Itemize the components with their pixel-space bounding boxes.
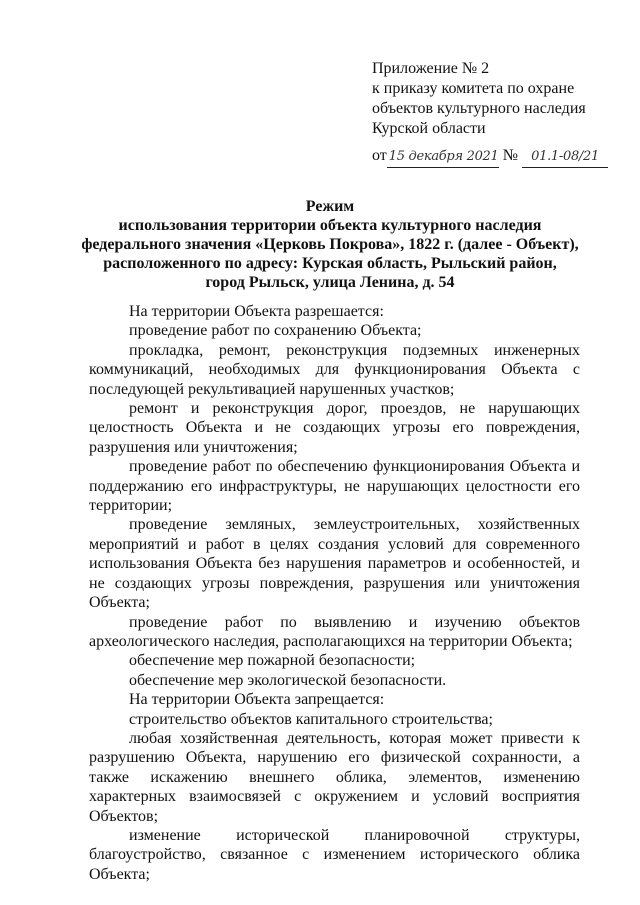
paragraph: ремонт и реконструкция дорог, проездов, не нарушающих целостность Объекта и не создающих угрозы его повреждения, разрушения или уничтожения; <box>89 400 580 456</box>
title-line: город Рыльск, улица Ленина, д. 54 <box>205 274 455 291</box>
number-label: № <box>502 147 519 164</box>
paragraph: изменение исторической планировочной структуры, благоустройство, связанное с изменением исторического облика Объекта; <box>89 826 580 883</box>
paragraph: любая хозяйственная деятельность, которая может привести к разрушению Объекта, нарушению его физической сохранности, а также искажению внешнего облика, элементов, изменению характерных взаимосвязей с окружением и условий восприятия Объектов; <box>89 729 580 825</box>
title-line: использования территории объекта культурного наследия <box>118 217 542 234</box>
paragraph: проведение работ по выявлению и изучению объектов археологического наследия, располагающихся на территории Объекта; <box>89 613 580 650</box>
title-line: федерального значения «Церковь Покрова», 1822 г. (далее - Объект), <box>81 236 579 253</box>
paragraph: На территории Объекта запрещается: <box>129 691 385 709</box>
title-line: Режим <box>305 198 355 215</box>
approval-block <box>372 59 586 139</box>
paragraph: проведение земляных, землеустроительных, хозяйственных мероприятий и работ в целях создания условий для современного использования Объекта без нарушения параметров и особенностей, и не создающих угрозы повреждения, разрушения или уничтожения Объекта; <box>89 516 580 612</box>
order-date-number-line <box>372 146 608 168</box>
paragraph: проведение работ по обеспечению функционирования Объекта и поддержанию его инфраструктуры, не нарушающих целостности его территории; <box>89 458 580 515</box>
handwritten-number: 01.1-08/21 <box>522 147 608 168</box>
paragraph: обеспечение мер пожарной безопасности; <box>129 652 416 670</box>
approval-line: Приложение № 2 <box>372 60 490 77</box>
paragraph: прокладка, ремонт, реконструкция подземных инженерных коммуникаций, необходимых для функционирования Объекта с последующей рекультивацией нарушенных участков; <box>89 341 580 398</box>
document-title <box>80 197 580 292</box>
document-body <box>89 302 580 884</box>
approval-line: к приказу комитета по охране <box>372 80 575 97</box>
paragraph: обеспечение мер экологической безопасности. <box>129 671 447 689</box>
paragraph: строительство объектов капитального строительства; <box>129 710 493 728</box>
handwritten-date: 15 декабря 2021 <box>387 147 499 168</box>
paragraph: На территории Объекта разрешается: <box>129 303 384 320</box>
approval-line: Курской области <box>372 120 486 137</box>
title-line: расположенного по адресу: Курская область, Рыльский район, <box>103 255 557 272</box>
approval-line: объектов культурного наследия <box>372 100 586 117</box>
paragraph: проведение работ по сохранению Объекта; <box>129 322 422 340</box>
from-label: от <box>372 147 387 164</box>
